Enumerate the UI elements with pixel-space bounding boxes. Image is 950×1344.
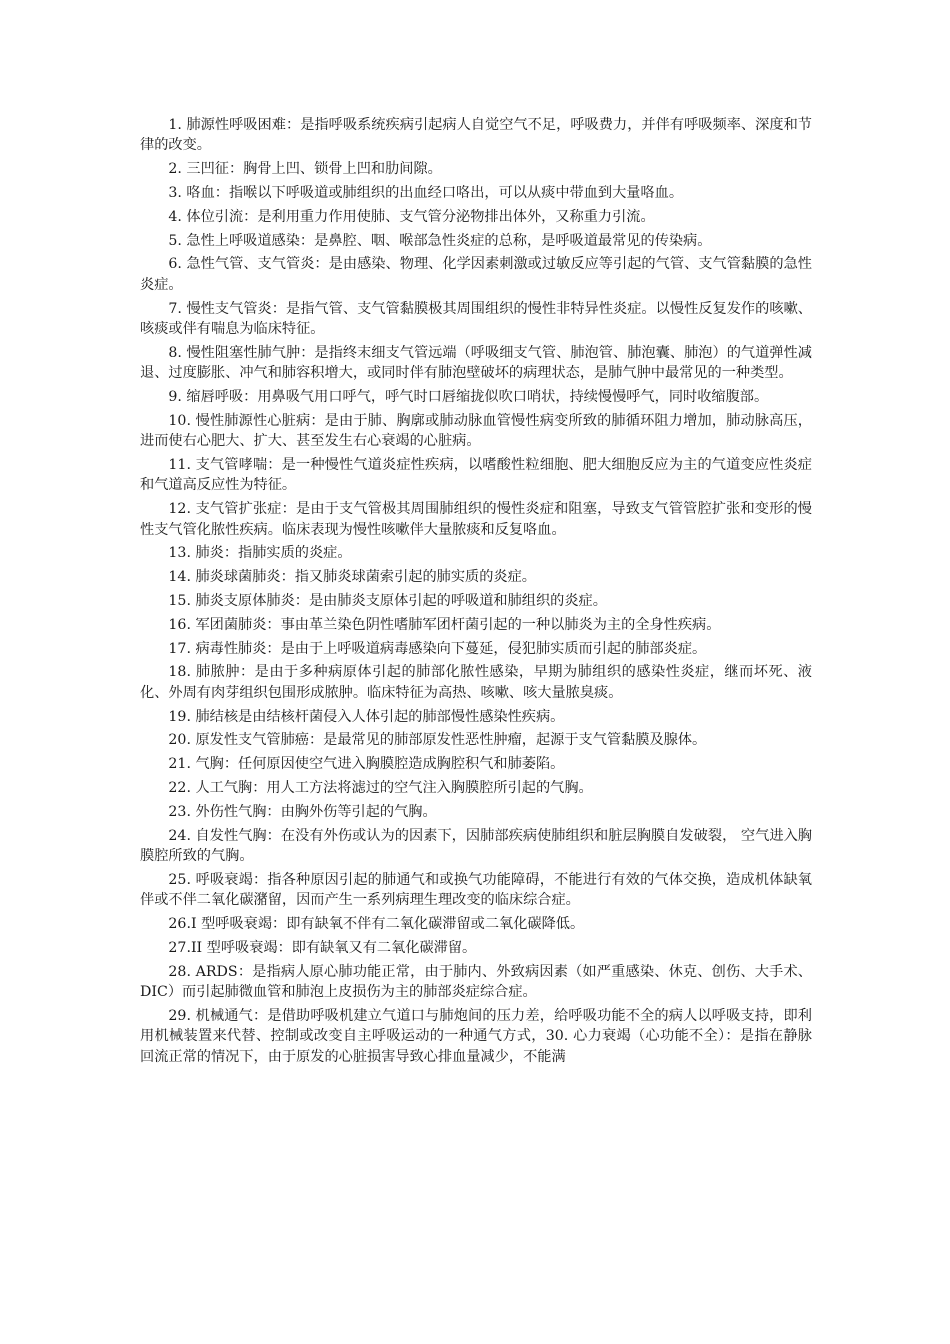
entry-25: 25. 呼吸衰竭：指各种原因引起的肺通气和或换气功能障碍，不能进行有效的气体交换，造成机体缺氧伴或不伴二氧化碳潴留，因而产生一系列病理生理改变的临床综合症。	[140, 871, 812, 909]
entry-14: 14. 肺炎球菌肺炎：指又肺炎球菌索引起的肺实质的炎症。	[168, 569, 536, 586]
entry-1: 1. 肺源性呼吸困难：是指呼吸系统疾病引起病人自觉空气不足，呼吸费力，并伴有呼吸频率、深度和节律的改变。	[140, 117, 812, 154]
entry-17: 17. 病毒性肺炎：是由于上呼吸道病毒感染向下蔓延，侵犯肺实质而引起的肺部炎症。	[168, 640, 707, 657]
entry-10: 10. 慢性肺源性心脏病：是由于肺、胸廓或肺动脉血管慢性病变所致的肺循环阻力增加，肺动脉高压，进而使右心肥大、扩大、甚至发生右心衰竭的心脏病。	[140, 412, 812, 450]
document-body	[140, 115, 812, 1070]
entry-27: 27.II 型呼吸衰竭：即有缺氧又有二氧化碳滞留。	[168, 939, 477, 956]
entry-26: 26.I 型呼吸衰竭：即有缺氧不伴有二氧化碳滞留或二氧化碳降低。	[168, 915, 585, 932]
entry-19: 19. 肺结核是由结核杆菌侵入人体引起的肺部慢性感染性疾病。	[168, 708, 565, 725]
entry-20: 20. 原发性支气管肺癌：是最常见的肺部原发性恶性肿瘤，起源于支气管黏膜及腺体。	[168, 732, 707, 749]
entry-18: 18. 肺脓肿：是由于多种病原体引起的肺部化脓性感染，早期为肺组织的感染性炎症，继而坏死、液化、外周有肉芽组织包围形成脓肿。临床特征为高热、咳嗽、咳大量脓臭痰。	[140, 664, 812, 701]
entry-4: 4. 体位引流：是利用重力作用使肺、支气管分泌物排出体外，又称重力引流。	[168, 208, 655, 225]
entry-15: 15. 肺炎支原体肺炎：是由肺炎支原体引起的呼吸道和肺组织的炎症。	[168, 593, 607, 609]
entry-8: 8. 慢性阻塞性肺气肿：是指终末细支气管远端（呼吸细支气管、肺泡管、肺泡囊、肺泡）的气道弹性减退、过度膨胀、冲气和肺容积增大，或同时伴有肺泡壁破坏的病理状态，是肺气肿中最常见的一种类型。	[140, 344, 812, 382]
entry-24: 24. 自发性气胸：在没有外伤或认为的因素下，因肺部疾病使肺组织和脏层胸膜自发破裂， 空气进入胸膜腔所致的气胸。	[140, 827, 812, 864]
entry-12: 12. 支气管扩张症：是由于支气管极其周围肺组织的慢性炎症和阻塞，导致支气管管腔扩张和变形的慢性支气管化脓性疾病。临床表现为慢性咳嗽伴大量脓痰和反复咯血。	[140, 501, 812, 538]
entry-3: 3. 咯血：指喉以下呼吸道或肺组织的出血经口咯出，可以从痰中带血到大量咯血。	[168, 185, 684, 201]
entry-11: 11. 支气管哮喘：是一种慢性气道炎症性疾病，以嗜酸性粒细胞、肥大细胞反应为主的气道变应性炎症和气道高反应性为特征。	[140, 457, 812, 494]
entry-16: 16. 军团菌肺炎：事由革兰染色阴性嗜肺军团杆菌引起的一种以肺炎为主的全身性疾病。	[168, 616, 721, 633]
entry-7: 7. 慢性支气管炎：是指气管、支气管黏膜极其周围组织的慢性非特异性炎症。以慢性反复发作的咳嗽、咳痰或伴有喘息为临床特征。	[140, 300, 812, 337]
entry-28: 28. ARDS：是指病人原心肺功能正常，由于肺内、外致病因素（如严重感染、休克、创伤、大手术、DIC）而引起肺微血管和肺泡上皮损伤为主的肺部炎症综合症。	[140, 963, 812, 1000]
entry-6: 6. 急性气管、支气管炎：是由感染、物理、化学因素刺激或过敏反应等引起的气管、支气管黏膜的急性炎症。	[140, 256, 812, 293]
entry-23: 23. 外伤性气胸：由胸外伤等引起的气胸。	[168, 803, 437, 820]
entry-2: 2. 三凹征：胸骨上凹、锁骨上凹和肋间隙。	[168, 161, 442, 178]
entry-5: 5. 急性上呼吸道感染：是鼻腔、咽、喉部急性炎症的总称，是呼吸道最常见的传染病。	[168, 232, 712, 249]
entry-13: 13. 肺炎：指肺实质的炎症。	[168, 545, 352, 562]
entry-29: 29. 机械通气：是借助呼吸机建立气道口与肺炮间的压力差，给呼吸功能不全的病人以呼吸支持，即利用机械装置来代替、控制或改变自主呼吸运动的一种通气方式，30. 心力衰竭（心功能不全）：是指在静脉回流正常的情况下，由于原发的心脏损害导致心排血量减少，不能满	[140, 1007, 812, 1065]
entry-22: 22. 人工气胸：用人工方法将滤过的空气注入胸膜腔所引起的气胸。	[168, 779, 593, 796]
entry-21: 21. 气胸：任何原因使空气进入胸膜腔造成胸腔积气和肺萎陷。	[168, 756, 565, 773]
entry-9: 9. 缩唇呼吸：用鼻吸气用口呼气，呼气时口唇缩拢似吹口哨状，持续慢慢呼气，同时收缩腹部。	[168, 389, 769, 405]
